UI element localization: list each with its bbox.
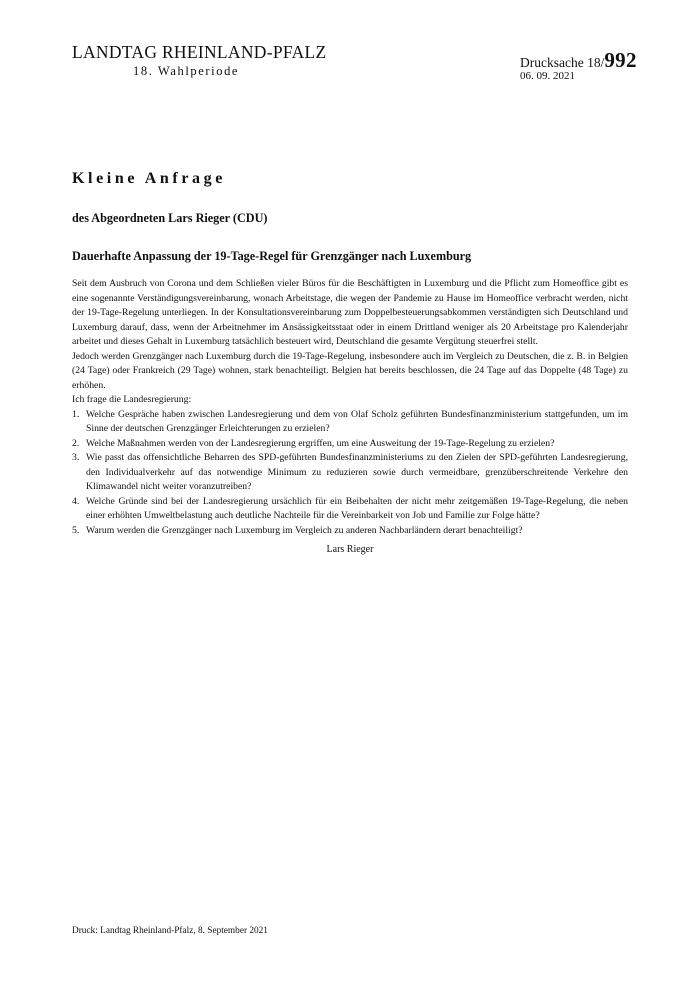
document-date: 06. 09. 2021 [520,70,575,82]
author-line: des Abgeordneten Lars Rieger (CDU) [72,211,268,225]
document-body [72,277,628,538]
question-number: 5. [72,524,80,536]
question-text: Warum werden die Grenzgänger nach Luxemburg im Vergleich zu anderen Nachbarländern derart benachteiligt? [86,524,523,536]
question-number: 4. [72,495,80,507]
question-list [72,408,628,539]
question-item [72,451,628,495]
question-number: 1. [72,408,80,420]
print-footer: Druck: Landtag Rheinland-Pfalz, 8. September 2021 [72,926,268,936]
drucksache-number: 992 [604,48,637,72]
document-type: Kleine Anfrage [72,170,226,187]
question-item [72,437,628,452]
question-number: 2. [72,437,80,449]
question-text: Welche Maßnahmen werden von der Landesregierung ergriffen, um eine Ausweitung der 19-Tage-Regelung zu erzielen? [86,437,555,449]
drucksache-label: Drucksache 18/ [520,55,605,70]
question-lead-in: Ich frage die Landesregierung: [72,394,192,405]
question-number: 3. [72,452,80,463]
question-text: Wie passt das offensichtliche Beharren des SPD-geführten Bundesfinanzministeriums zu den Zielen der SPD-geführten Landesregierung, den Individualverkehr auf das notwendige Minimum zu reduzieren sowie durch vermeidbare, grenzüberschreitende Verkehre den Klimawandel nicht weiter voranzutreiben? [86,452,628,492]
subject-heading: Dauerhafte Anpassung der 19-Tage-Regel für Grenzgänger nach Luxemburg [72,249,472,263]
parliament-title: LANDTAG RHEINLAND-PFALZ [72,42,327,62]
question-text: Welche Gründe sind bei der Landesregierung ursächlich für ein Beibehalten der nicht mehr zeitgemäßen 19-Tage-Regelung, die neben einer erhöhten Umweltbelastung auch deutliche Nachteile für die Vereinbarkeit von Job und Familie zur Folge hätte? [86,495,628,521]
question-item [72,524,628,539]
question-text: Welche Gespräche haben zwischen Landesregierung und dem von Olaf Scholz geführten Bundesfinanzministerium stattgefunden, um im Sinne der deutschen Grenzgänger Erleichterungen zu erzielen? [86,408,628,434]
intro-paragraph: Seit dem Ausbruch von Corona und dem Schließen vieler Büros für die Beschäftigten in Luxemburg und die Pflicht zum Homeoffice gibt es eine sogenannte Verständigungsvereinbarung, wonach Arbeitstage, die wegen der Pandemie zu Hause im Homeoffice verbracht werden, nicht der 19-Tage-Regelung unterliegen. In der Konsultationsvereinbarung zum Doppelbesteuerungsabkommen verständigten sich Deutschland und Luxemburg darauf, dass, wenn der Arbeitnehmer im Ansässigkeitsstaat oder in einem Drittland weniger als 20 Arbeitstage pro Kalenderjahr arbeitet und dieses Gehalt in Luxemburg tatsächlich besteuert wird, Deutschland die gesamte Vergütung steuerfrei stellt. [72,278,628,347]
question-item [72,408,628,437]
election-period: 18. Wahlperiode [133,64,240,78]
question-item [72,495,628,524]
context-paragraph: Jedoch werden Grenzgänger nach Luxemburg durch die 19-Tage-Regelung, insbesondere auch im Vergleich zu Deutschen, die z. B. in Belgien (24 Tage) oder Frankreich (29 Tage) wohnen, stark benachteiligt. Belgien hat bereits beschlossen, die 24 Tage auf das Doppelte (48 Tage) zu erhöhen. [72,350,628,391]
signature: Lars Rieger [326,544,374,555]
